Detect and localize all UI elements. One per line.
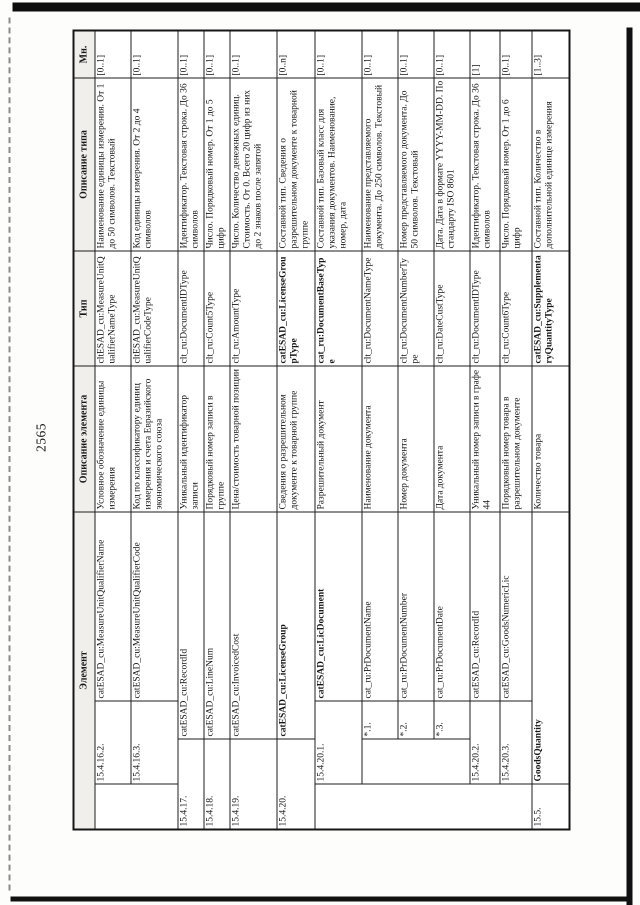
multiplicity: [0..1] (500, 31, 531, 77)
element-name: catESAD_cu:LineNum (204, 512, 229, 738)
type-name: clt_ru:AmountType (230, 251, 276, 365)
stair-blank (315, 784, 531, 828)
element-name: catESAD_cu:LicDocument (315, 512, 361, 700)
element-desc: Наименование документа (362, 366, 397, 511)
row-number: 15.4.20.1. (315, 701, 361, 783)
stair-blank (362, 739, 469, 783)
row-number: 15.4.18. (204, 739, 229, 828)
type-desc: Наименование представляемого документа. До 250 символов. Текстовый (362, 78, 397, 250)
header-element-desc: Описание элемента (74, 366, 94, 511)
scan-border-bottom (626, 27, 632, 905)
multiplicity: [0..1] (204, 31, 229, 77)
header-element: Элемент (74, 512, 94, 828)
multiplicity: [0..1] (315, 31, 361, 77)
multiplicity: [0..1] (230, 31, 276, 77)
element-desc: Дата документа (434, 366, 469, 511)
multiplicity: [1] (470, 31, 499, 77)
header-type-desc: Описание типа (74, 78, 94, 250)
element-name: catESAD_cu:MeasureUnitQualifierName (95, 512, 130, 700)
type-desc: Число. Порядковый номер. От 1 до 5 цифр (204, 78, 229, 250)
scan-border-right (12, 2, 640, 11)
element-name: catESAD_cu:LicenseGroup (277, 512, 314, 738)
schema-elements-table (72, 29, 570, 830)
type-desc: Составной тип. Базовый класс для указания документов. Наименование, номер, дата (315, 78, 361, 250)
type-desc: Составной тип. Количество в дополнительной единице измерения (532, 78, 568, 250)
type-name: cat_ru:DocumentBaseType (315, 251, 361, 365)
element-desc: Код по классификатору единиц измерения и счета Евразийского экономического союза (131, 366, 177, 511)
element-desc: Уникальный идентификатор записи (178, 366, 203, 511)
element-name: cat_ru:PrDocumentNumber (398, 512, 433, 700)
header-multiplicity: Мн. (74, 31, 94, 77)
multiplicity: [0..1] (398, 31, 433, 77)
type-name: cltESAD_cu:MeasureUnitQualifierNameType (95, 251, 130, 365)
type-desc: Наименование единицы измерения. От 1 до 50 символов. Текстовый (95, 78, 130, 250)
element-name: catESAD_cu:MeasureUnitQualifierCode (131, 512, 177, 700)
multiplicity: [1..3] (532, 31, 568, 77)
row-number: 15.4.16.2. (95, 701, 130, 783)
multiplicity: [0..1] (131, 31, 177, 77)
row-number: *.1. (362, 701, 397, 738)
row-number: 15.4.16.3. (131, 701, 177, 783)
row-number: 15.5. (532, 784, 568, 828)
page-number: 2565 (33, 422, 48, 452)
multiplicity: [0..n] (277, 31, 314, 77)
multiplicity: [0..1] (362, 31, 397, 77)
row-number: 15.4.20.2. (470, 701, 499, 783)
element-desc: Условное обозначение единицы измерения (95, 366, 130, 511)
type-desc: Идентификатор. Текстовая строка. До 36 символов (470, 78, 499, 250)
element-desc: Номер документа (398, 366, 433, 511)
type-desc: Номер представляемого документа. До 50 символов. Текстовый (398, 78, 433, 250)
element-name: catESAD_cu:InvoicedCost (230, 512, 276, 738)
type-desc: Число. Порядковый номер. От 1 до 6 цифр (500, 78, 531, 250)
type-name: clt_ru:Count5Type (204, 251, 229, 365)
row-number: *.2. (398, 701, 433, 738)
type-desc: Идентификатор. Текстовая строка. До 36 символов (178, 78, 203, 250)
type-name: clt_ru:DocumentIDType (178, 251, 203, 365)
type-desc: Дата. Дата в формате YYYY-MM-DD. По стандарту ISO 8601 (434, 78, 469, 250)
row-number: 15.4.19. (230, 739, 276, 828)
type-desc: Код единицы измерения. От 2 до 4 символов (131, 78, 177, 250)
element-desc: Порядковый номер записи в группе (204, 366, 229, 511)
element-desc: Сведения о разрешительном документе к товарной группе (277, 366, 314, 511)
element-name: catESAD_cu:GoodsNumericLic (500, 512, 531, 700)
type-name: clt_ru:DocumentNumberType (398, 251, 433, 365)
type-name: catESAD_cu:SupplementaryQuantityType (532, 251, 568, 365)
element-name: catESAD_cu:RecordId (470, 512, 499, 700)
header-type: Тип (74, 251, 94, 365)
element-desc: Количество товара (532, 366, 568, 511)
element-name: cat_ru:PrDocumentName (362, 512, 397, 700)
element-desc: Разрешительный документ (315, 366, 361, 511)
type-name: clt_ru:DateCustType (434, 251, 469, 365)
type-name: clt_ru:Count6Type (500, 251, 531, 365)
row-number: *.3. (434, 701, 469, 738)
scan-border-dashed (8, 17, 10, 890)
multiplicity: [0..1] (95, 31, 130, 77)
element-name: cat_ru:PrDocumentDate (434, 512, 469, 700)
multiplicity: [0..1] (178, 31, 203, 77)
row-number: 15.4.20. (277, 739, 314, 828)
type-name: clt_ru:DocumentNameType (362, 251, 397, 365)
type-desc: Составной тип. Сведения о разрешительном документе к товарной группе (277, 78, 314, 250)
element-desc: Уникальный номер записи в графе 44 (470, 366, 499, 511)
type-desc: Число. Количество денежных единиц. Стоимость. От 0. Всего 20 цифр из них до 2 знаков после запятой (230, 78, 276, 250)
stair-blank (95, 784, 177, 828)
row-number: 15.4.20.3. (500, 701, 531, 783)
multiplicity: [0..1] (434, 31, 469, 77)
type-name: catESAD_cu:LicenseGroupType (277, 251, 314, 365)
element-desc: Порядковый номер товара в разрешительном документе (500, 366, 531, 511)
element-name: catESAD_cu:RecordId (178, 512, 203, 738)
row-number: 15.4.17. (178, 739, 203, 828)
type-name: cltESAD_cu:MeasureUnitQualifierCodeType (131, 251, 177, 365)
scan-border-left (10, 896, 630, 901)
element-name: GoodsQuantity (532, 512, 568, 783)
type-name: clt_ru:DocumentIDType (470, 251, 499, 365)
element-desc: Цена/стоимость товарной позиции (230, 366, 276, 511)
